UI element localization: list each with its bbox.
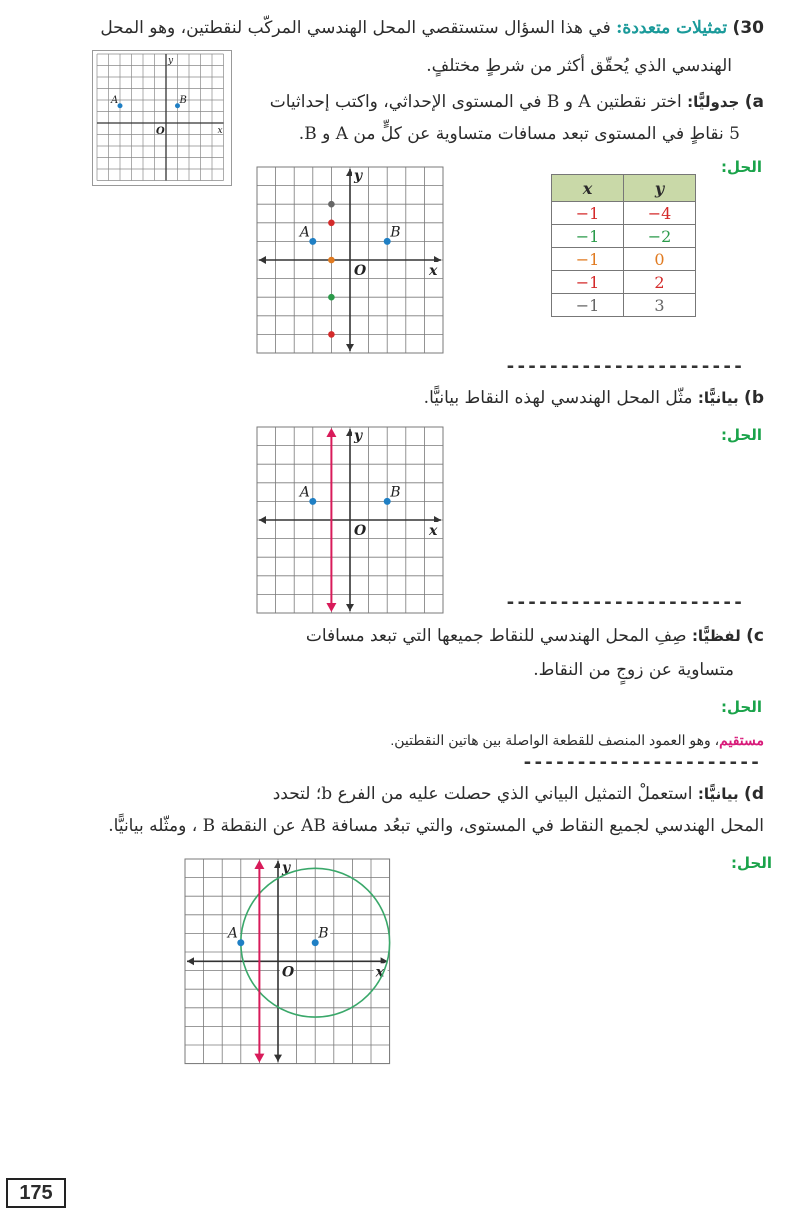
table-cell-x: −1 [552,225,624,248]
solution-label-a: الحل: [721,158,762,176]
point-a [309,238,316,245]
question-number: 30) [732,18,764,38]
part-c-line2: متساوية عن زوجٍ من النقاط. [533,660,734,680]
point-b-label: B [390,224,401,241]
point-b-label: B [318,925,329,942]
point-a [309,498,316,505]
solution-label-b: الحل: [721,426,762,444]
question-intro-line2: الهندسي الذي يُحقّق أكثر من شرطٍ مختلفٍ. [426,56,732,76]
part-c-line1 [306,626,764,646]
part-a-line1 [270,92,764,112]
part-a-line2: 5 نقاطٍ في المستوى تبعد مسافات متساوية عن كلٍّ من A و B. [298,124,740,144]
answer-text: ، وهو العمود المنصف للقطعة الواصلة بين هاتين النقطتين. [390,732,720,748]
x-axis-label: x [429,263,438,279]
page-number: 175 [6,1178,66,1208]
question-intro-line1 [100,18,764,38]
equidistant-point [328,257,335,264]
part-a-text-1: اختر نقطتين A و B في المستوى الإحداثي، واكتب إحداثيات [269,92,682,112]
part-d-line2: المحل الهندسي لجميع النقاط في المستوى، والتي تبعُد مسافة AB عن النقطة B ، ومثّله بيانيًّا. [108,816,764,836]
part-a-letter: a) [744,92,764,112]
solution-label-c: الحل: [721,698,762,716]
equidistant-point [328,220,335,227]
equidistant-point [328,294,335,301]
equidistant-point [328,331,335,338]
brand-label: تمثيلات متعددة: [616,18,728,38]
part-d-text-1: استعملْ التمثيل البياني الذي حصلت عليه من الفرع b؛ لتحدد [272,784,693,804]
table-cell-y: −4 [624,202,696,225]
part-c-text-1: صِفِ المحل الهندسي للنقاط جميعها التي تبعد مسافات [305,626,687,646]
point-a-label: A [299,484,310,501]
part-c-answer [390,732,764,749]
part-b-letter: b) [744,388,764,408]
y-axis-label: y [282,860,291,876]
divider-2: ---------------------- [505,592,744,613]
point-a [237,939,244,946]
part-d-line1 [273,784,764,804]
part-b-label: بيانيًّا: [697,389,739,407]
table-cell-y: 2 [624,271,696,294]
table-cell-x: −1 [552,202,624,225]
y-axis-label: y [354,428,363,444]
point-a-label: A [299,224,310,241]
point-b-label: B [390,484,401,501]
x-axis-label: x [375,964,384,981]
table-header-y: y [624,175,696,202]
table-cell-y: 0 [624,248,696,271]
reference-graph [92,50,232,186]
reference-graph-frame [93,51,232,186]
origin-label: O [354,523,367,539]
part-c-letter: c) [746,626,764,646]
table-row [552,225,696,248]
part-d-label: بيانيًّا: [697,785,739,803]
ref-y-label: y [168,56,174,66]
table-row [552,271,696,294]
part-a-label: جدوليًّا: [687,93,740,111]
table-cell-x: −1 [552,271,624,294]
divider-3: ---------------------- [522,752,761,773]
equidistant-point [328,201,335,208]
graph-b [256,426,446,616]
graph-a [256,166,446,354]
table-header-row [552,175,696,202]
table-cell-y: −2 [624,225,696,248]
table-row [552,202,696,225]
table-row [552,248,696,271]
y-axis-label: y [354,168,363,184]
ref-point-label: B [179,94,187,106]
ref-x-label: x [217,126,223,136]
part-c-label: لفظيًّا: [691,627,741,645]
table-cell-x: −1 [552,294,624,317]
ref-point-label: A [111,94,119,106]
ref-origin-label: O [156,126,165,137]
point-a-label: A [227,925,238,942]
part-d-letter: d) [744,784,764,804]
divider-1: ---------------------- [505,356,744,377]
intro-text-1: في هذا السؤال ستستقصي المحل الهندسي المركّب لنقطتين، وهو المحل [100,18,611,38]
points-table [551,174,696,317]
ref-point [118,103,123,108]
table-row [552,294,696,317]
x-axis-label: x [429,523,438,539]
origin-label: O [282,964,295,981]
table-header-x: x [552,175,624,202]
solution-label-d: الحل: [731,854,772,872]
part-b-line1 [424,388,764,408]
answer-keyword: مستقيم [719,732,764,748]
origin-label: O [354,263,367,279]
table-cell-y: 3 [624,294,696,317]
table-cell-x: −1 [552,248,624,271]
graph-d [184,858,394,1070]
part-b-text-1: مثّل المحل الهندسي لهذه النقاط بيانيًّا. [423,388,693,408]
